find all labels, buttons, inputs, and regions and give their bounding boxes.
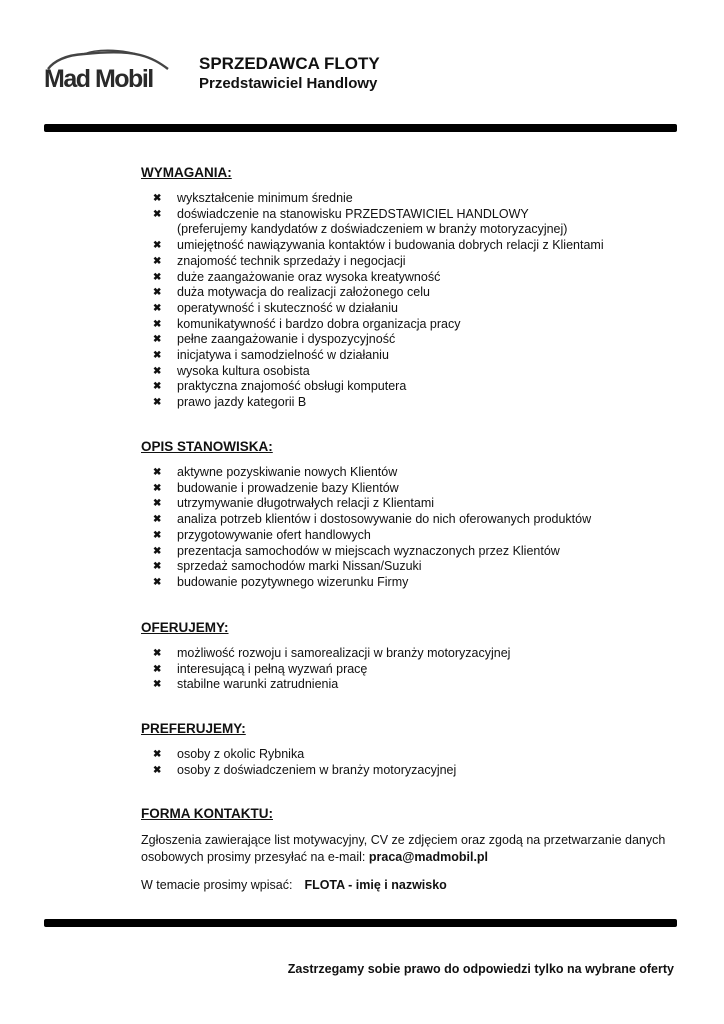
subject-value: FLOTA - imię i nazwisko xyxy=(304,878,447,892)
list-item-text: praktyczna znajomość obsługi komputera xyxy=(177,379,407,394)
list-item-text: możliwość rozwoju i samorealizacji w branży motoryzacyjnej xyxy=(177,646,511,660)
list-item xyxy=(153,395,681,411)
list-item-text: osoby z doświadczeniem w branży motoryzacyjnej xyxy=(177,762,457,777)
cross-mark-icon: ✖ xyxy=(153,397,162,409)
job-description-section xyxy=(141,439,681,591)
offer-section xyxy=(141,620,681,693)
cross-mark-icon: ✖ xyxy=(153,498,162,510)
list-item-text: prawo jazdy kategorii B xyxy=(177,395,307,410)
cross-mark-icon: ✖ xyxy=(153,545,162,557)
list-item-text: doświadczenie na stanowisku PRZEDSTAWICIEL HANDLOWY (preferujemy kandydatów z doświadczeniem w branży motoryzacyjnej) xyxy=(177,206,568,237)
job-subtitle: Przedstawiciel Handlowy xyxy=(199,75,378,92)
list-item-text: wykształcenie minimum średnie xyxy=(177,191,353,205)
cross-mark-icon: ✖ xyxy=(153,208,162,220)
cross-mark-icon: ✖ xyxy=(153,271,162,283)
contact-section xyxy=(141,806,681,892)
list-item-text: interesującą i pełną wyzwań pracę xyxy=(177,661,368,676)
cross-mark-icon: ✖ xyxy=(153,350,162,362)
list-item-text: prezentacja samochodów w miejscach wyznaczonych przez Klientów xyxy=(177,543,560,558)
list-item-text: stabilne warunki zatrudnienia xyxy=(177,677,339,692)
cross-mark-icon: ✖ xyxy=(153,764,162,776)
list-item xyxy=(153,238,681,254)
requirements-list xyxy=(141,191,681,411)
cross-mark-icon: ✖ xyxy=(153,467,162,478)
job-description-list xyxy=(141,465,681,591)
contact-text xyxy=(141,832,681,866)
job-title: SPRZEDAWCA FLOTY xyxy=(199,54,380,73)
cross-mark-icon: ✖ xyxy=(153,648,162,659)
cross-mark-icon: ✖ xyxy=(153,287,162,299)
list-item xyxy=(153,527,681,544)
list-item xyxy=(153,559,681,575)
cross-mark-icon: ✖ xyxy=(153,679,162,691)
cross-mark-icon: ✖ xyxy=(153,561,162,573)
bottom-divider xyxy=(44,919,677,927)
cross-mark-icon: ✖ xyxy=(153,302,162,314)
section-heading: OPIS STANOWISKA: xyxy=(141,439,273,454)
list-item-text: pełne zaangażowanie i dyspozycyjność xyxy=(177,332,396,347)
list-item xyxy=(153,661,681,678)
list-item-text: aktywne pozyskiwanie nowych Klientów xyxy=(177,465,398,479)
cross-mark-icon: ✖ xyxy=(153,334,162,346)
contact-email: praca@madmobil.pl xyxy=(368,850,489,864)
cross-mark-icon: ✖ xyxy=(153,240,162,252)
list-item-text: znajomość technik sprzedaży i negocjacji xyxy=(177,253,406,268)
preferred-section xyxy=(141,721,681,778)
list-item xyxy=(153,747,681,763)
list-item xyxy=(153,332,681,348)
subject-label: W temacie prosimy wpisać: xyxy=(141,878,293,892)
list-item xyxy=(153,300,681,317)
list-item-text: operatywność i skuteczność w działaniu xyxy=(177,300,398,315)
cross-mark-icon: ✖ xyxy=(153,514,162,526)
cross-mark-icon: ✖ xyxy=(153,381,162,393)
section-heading: WYMAGANIA: xyxy=(141,165,232,180)
title-block xyxy=(199,54,380,94)
list-item-text: duża motywacja do realizacji założonego celu xyxy=(177,285,430,300)
top-divider xyxy=(44,124,677,132)
list-item-text: utrzymywanie długotrwałych relacji z Klientami xyxy=(177,496,435,511)
footer-note: Zastrzegamy sobie prawo do odpowiedzi tylko na wybrane oferty xyxy=(287,962,674,976)
cross-mark-icon: ✖ xyxy=(153,193,162,204)
list-item xyxy=(153,574,681,591)
list-item xyxy=(153,191,681,207)
cross-mark-icon: ✖ xyxy=(153,365,162,377)
list-item-text: analiza potrzeb klientów i dostosowywanie do nich oferowanych produktów xyxy=(177,512,592,527)
cross-mark-icon: ✖ xyxy=(153,576,162,588)
contact-instructions: Zgłoszenia zawierające list motywacyjny, CV ze zdjęciem oraz zgodą na przetwarzanie danych osobowych prosimy przesyłać na e-mail: xyxy=(141,833,666,864)
list-item xyxy=(153,348,681,364)
section-heading: OFERUJEMY: xyxy=(141,620,229,635)
company-logo xyxy=(44,47,176,99)
list-item-text: osoby z okolic Rybnika xyxy=(177,747,305,761)
list-item xyxy=(153,206,681,238)
list-item xyxy=(153,646,681,662)
list-item xyxy=(153,363,681,380)
cross-mark-icon: ✖ xyxy=(153,529,162,541)
list-item-text: sprzedaż samochodów marki Nissan/Suzuki xyxy=(177,559,422,574)
offer-list xyxy=(141,646,681,693)
section-heading: PREFERUJEMY: xyxy=(141,721,246,736)
logo-wordmark: Mad Mobil xyxy=(44,65,153,93)
list-item-text: budowanie pozytywnego wizerunku Firmy xyxy=(177,574,409,589)
cross-mark-icon: ✖ xyxy=(153,255,162,267)
list-item xyxy=(153,465,681,481)
list-item-text: duże zaangażowanie oraz wysoka kreatywność xyxy=(177,269,441,284)
list-item-text: wysoka kultura osobista xyxy=(177,363,310,378)
requirements-section xyxy=(141,165,681,411)
list-item xyxy=(153,379,681,395)
list-item-text: umiejętność nawiązywania kontaktów i budowania dobrych relacji z Klientami xyxy=(177,238,604,253)
cross-mark-icon: ✖ xyxy=(153,749,162,760)
list-item xyxy=(153,496,681,512)
list-item-text: komunikatywność i bardzo dobra organizacja pracy xyxy=(177,316,461,331)
preferred-list xyxy=(141,747,681,778)
cross-mark-icon: ✖ xyxy=(153,663,162,675)
list-item xyxy=(153,269,681,286)
list-item xyxy=(153,285,681,301)
list-item-text: przygotowywanie ofert handlowych xyxy=(177,527,371,542)
list-item xyxy=(153,316,681,333)
cross-mark-icon: ✖ xyxy=(153,318,162,330)
subject-line xyxy=(141,878,681,892)
list-item xyxy=(153,762,681,779)
list-item xyxy=(153,480,681,497)
list-item xyxy=(153,677,681,693)
cross-mark-icon: ✖ xyxy=(153,482,162,494)
list-item-text: budowanie i prowadzenie bazy Klientów xyxy=(177,480,399,495)
list-item xyxy=(153,543,681,560)
list-item-text: inicjatywa i samodzielność w działaniu xyxy=(177,348,389,363)
list-item xyxy=(153,253,681,270)
list-item xyxy=(153,512,681,528)
section-heading: FORMA KONTAKTU: xyxy=(141,806,273,821)
